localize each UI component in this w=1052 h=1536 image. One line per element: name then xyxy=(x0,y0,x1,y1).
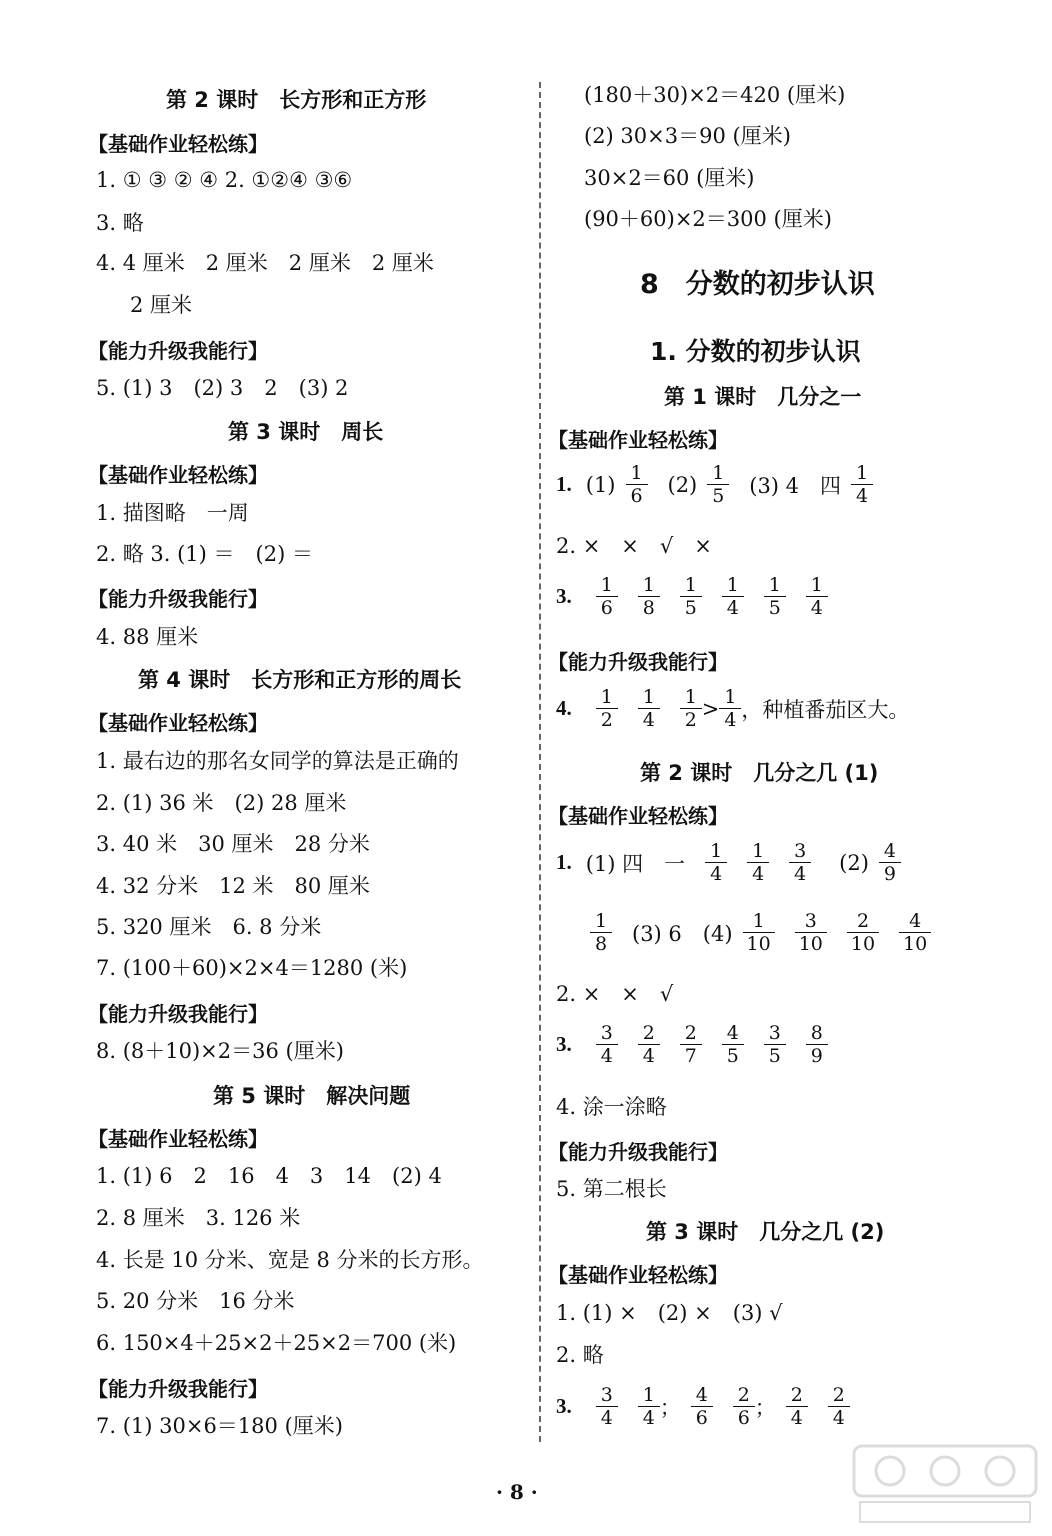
fraction: $\frac{3}{4}$ xyxy=(598,1022,616,1067)
c2-answer-1: 1. (1) 四 一 $\frac{1}{4}$ $\frac{1}{4}$ $\frac{3}{4}$ (2) $\frac{4}{9}$ xyxy=(556,840,911,885)
l3-answer-1: 1. 描图略 一周 xyxy=(96,501,249,525)
l4-answer-1: 1. 最右边的那名女同学的算法是正确的 xyxy=(96,749,459,773)
fraction: $\frac{1}{8}$ xyxy=(640,574,658,619)
fraction: $\frac{1}{4}$ xyxy=(808,574,826,619)
l2-advanced-heading: 【能力升级我能行】 xyxy=(88,339,268,363)
fraction: $\frac{3}{4}$ xyxy=(791,840,809,885)
c2-answer-1-cont: $\frac{1}{8}$ (3) 6 (4) $\frac{1}{10}$ $\frac{3}{10}$ $\frac{2}{10}$ $\frac{4}{10}$ xyxy=(580,910,941,955)
l5-advanced-heading: 【能力升级我能行】 xyxy=(88,1377,268,1401)
fraction: $\frac{2}{4}$ xyxy=(830,1384,848,1429)
fraction: $\frac{2}{7}$ xyxy=(682,1022,700,1067)
lesson2-title: 第 2 课时 长方形和正方形 xyxy=(166,88,427,112)
watermark-logo xyxy=(850,1442,1040,1528)
l5-answer-4: 4. 长是 10 分米、宽是 8 分米的长方形。 xyxy=(96,1248,484,1272)
l5-answer-7: 7. (1) 30×6＝180 (厘米) xyxy=(96,1414,343,1438)
fraction: $\frac{4}{5}$ xyxy=(724,1022,742,1067)
fraction: $\frac{1}{2}$ xyxy=(598,686,616,731)
section-1-title: 1. 分数的初步认识 xyxy=(650,337,861,366)
fraction: $\frac{1}{4}$ xyxy=(707,840,725,885)
l2-answer-4b: 2 厘米 xyxy=(130,293,193,317)
l4-answer-8: 8. (8＋10)×2＝36 (厘米) xyxy=(96,1039,344,1063)
l5-answer-1: 1. (1) 6 2 16 4 3 14 (2) 4 xyxy=(96,1164,442,1188)
c3-answer-3: 3. $\frac{3}{4}$ $\frac{1}{4}$ ； $\frac{4}{6}$ $\frac{2}{6}$ ； $\frac{2}{4}$ $\frac{2}{4}$ xyxy=(556,1384,860,1429)
l2-answer-1: 1. ① ③ ② ④ 2. ①②④ ③⑥ xyxy=(96,168,353,192)
fraction: $\frac{2}{10}$ xyxy=(849,910,877,955)
l2-basic-heading: 【基础作业轻松练】 xyxy=(88,132,268,156)
r-cont-2: (2) 30×3＝90 (厘米) xyxy=(584,124,791,148)
chapter-8-title: 8 分数的初步认识 xyxy=(640,269,875,300)
column-divider xyxy=(539,82,541,1442)
fraction: $\frac{8}{9}$ xyxy=(808,1022,826,1067)
fraction: $\frac{3}{10}$ xyxy=(797,910,825,955)
r-cont-4: (90＋60)×2＝300 (厘米) xyxy=(584,207,832,231)
l3-answer-4: 4. 88 厘米 xyxy=(96,625,199,649)
r-cont-3: 30×2＝60 (厘米) xyxy=(584,166,755,190)
l4-answer-5: 5. 320 厘米 6. 8 分米 xyxy=(96,915,322,939)
page-number: · 8 · xyxy=(496,1480,538,1504)
c2-answer-3: 3. $\frac{3}{4}$ $\frac{2}{4}$ $\frac{2}{7}$ $\frac{4}{5}$ $\frac{3}{5}$ $\frac{8}{9}$ xyxy=(556,1022,838,1067)
c1-title: 第 1 课时 几分之一 xyxy=(664,385,862,409)
fraction: $\frac{1}{4}$ xyxy=(749,840,767,885)
fraction: $\frac{1}{5}$ xyxy=(766,574,784,619)
c2-basic-heading: 【基础作业轻松练】 xyxy=(548,804,728,828)
fraction: $\frac{1}{6}$ xyxy=(628,462,646,507)
c1-answer-4: 4. $\frac{1}{2}$ $\frac{1}{4}$ $\frac{1}{2}$ > $\frac{1}{4}$ ，种植番茄区大。 xyxy=(556,686,910,731)
l3-advanced-heading: 【能力升级我能行】 xyxy=(88,587,268,611)
c3-title: 第 3 课时 几分之几 (2) xyxy=(646,1220,885,1244)
c3-answer-1: 1. (1) × (2) × (3) √ xyxy=(556,1301,783,1325)
c2-title: 第 2 课时 几分之几 (1) xyxy=(640,761,879,785)
fraction: $\frac{1}{2}$ xyxy=(682,686,700,731)
fraction: $\frac{1}{4}$ xyxy=(640,686,658,731)
fraction: $\frac{2}{6}$ xyxy=(735,1384,753,1429)
c1-answer-3: 3. $\frac{1}{6}$ $\frac{1}{8}$ $\frac{1}{5}$ $\frac{1}{4}$ $\frac{1}{5}$ $\frac{1}{4}$ xyxy=(556,574,838,619)
l4-answer-3: 3. 40 米 30 厘米 28 分米 xyxy=(96,832,370,856)
l5-answer-6: 6. 150×4＋25×2＋25×2＝700 (米) xyxy=(96,1331,457,1355)
fraction: $\frac{1}{5}$ xyxy=(709,462,727,507)
fraction: $\frac{1}{8}$ xyxy=(592,910,610,955)
l4-answer-7: 7. (100＋60)×2×4＝1280 (米) xyxy=(96,956,408,980)
fraction: $\frac{2}{4}$ xyxy=(788,1384,806,1429)
l3-answer-2: 2. 略 3. (1) ＝ (2) ＝ xyxy=(96,542,313,566)
l2-answer-5: 5. (1) 3 (2) 3 2 (3) 2 xyxy=(96,376,349,400)
l4-advanced-heading: 【能力升级我能行】 xyxy=(88,1002,268,1026)
fraction: $\frac{1}{4}$ xyxy=(724,574,742,619)
l2-answer-3: 3. 略 xyxy=(96,211,144,235)
c2-advanced-heading: 【能力升级我能行】 xyxy=(548,1140,728,1164)
l4-answer-4: 4. 32 分米 12 米 80 厘米 xyxy=(96,874,370,898)
fraction: $\frac{1}{4}$ xyxy=(853,462,871,507)
c3-answer-2: 2. 略 xyxy=(556,1343,604,1367)
l2-answer-4a: 4. 4 厘米 2 厘米 2 厘米 2 厘米 xyxy=(96,251,434,275)
fraction: $\frac{1}{4}$ xyxy=(721,686,739,731)
c1-answer-1: 1. (1) $\frac{1}{6}$ (2) $\frac{1}{5}$ (3) 4 四 $\frac{1}{4}$ xyxy=(556,462,883,507)
fraction: $\frac{1}{4}$ xyxy=(640,1384,658,1429)
fraction: $\frac{1}{10}$ xyxy=(745,910,773,955)
l4-basic-heading: 【基础作业轻松练】 xyxy=(88,711,268,735)
c2-answer-2: 2. × × √ xyxy=(556,982,674,1006)
lesson5-title: 第 5 课时 解决问题 xyxy=(213,1084,411,1108)
c1-basic-heading: 【基础作业轻松练】 xyxy=(548,428,728,452)
c1-answer-2: 2. × × √ × xyxy=(556,534,712,558)
l5-answer-5: 5. 20 分米 16 分米 xyxy=(96,1289,295,1313)
fraction: $\frac{3}{5}$ xyxy=(766,1022,784,1067)
fraction: $\frac{4}{6}$ xyxy=(693,1384,711,1429)
c3-basic-heading: 【基础作业轻松练】 xyxy=(548,1263,728,1287)
c1-advanced-heading: 【能力升级我能行】 xyxy=(548,650,728,674)
c2-answer-4: 4. 涂一涂略 xyxy=(556,1095,667,1119)
fraction: $\frac{1}{6}$ xyxy=(598,574,616,619)
l3-basic-heading: 【基础作业轻松练】 xyxy=(88,463,268,487)
l5-answer-2: 2. 8 厘米 3. 126 米 xyxy=(96,1206,301,1230)
fraction: $\frac{1}{5}$ xyxy=(682,574,700,619)
lesson3-title: 第 3 课时 周长 xyxy=(228,420,384,444)
c2-answer-5: 5. 第二根长 xyxy=(556,1177,667,1201)
fraction: $\frac{4}{10}$ xyxy=(901,910,929,955)
fraction: $\frac{3}{4}$ xyxy=(598,1384,616,1429)
l5-basic-heading: 【基础作业轻松练】 xyxy=(88,1127,268,1151)
fraction: $\frac{4}{9}$ xyxy=(881,840,899,885)
fraction: $\frac{2}{4}$ xyxy=(640,1022,658,1067)
l4-answer-2: 2. (1) 36 米 (2) 28 厘米 xyxy=(96,791,347,815)
r-cont-1: (180＋30)×2＝420 (厘米) xyxy=(584,83,846,107)
lesson4-title: 第 4 课时 长方形和正方形的周长 xyxy=(138,668,462,692)
